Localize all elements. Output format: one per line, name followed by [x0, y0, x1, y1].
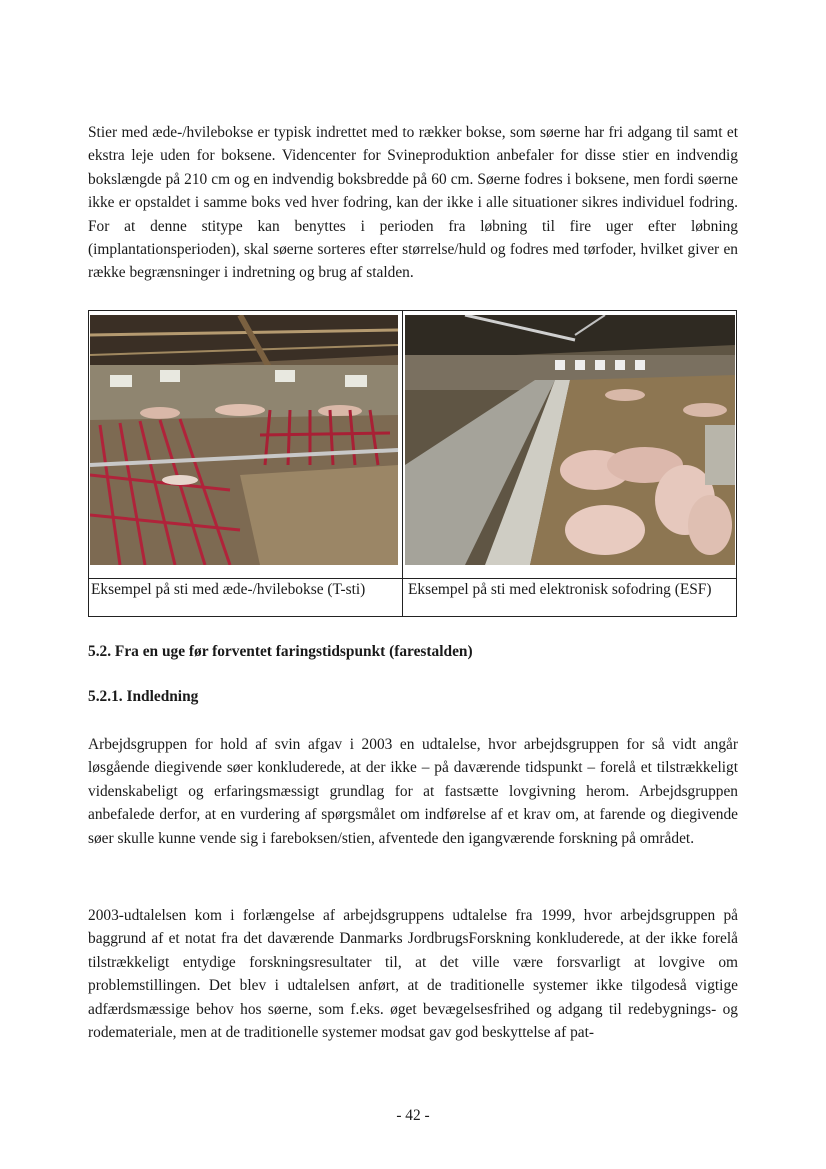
photo-t-sti-pen — [90, 315, 398, 565]
section-heading: 5.2. Fra en uge før forventet faringstidspunkt (farestalden) — [88, 643, 473, 660]
figure-divider — [402, 311, 403, 616]
intro-paragraph: Stier med æde-/hvilebokse er typisk indrettet med to rækker bokse, som søerne har fri adgang til samt et ekstra leje uden for boksene. Videncenter for Svineproduktion anbefaler for disse stier en indvendig bokslængde på 210 cm og en indvendig boksbredde på 60 cm. Søerne fodres i boksene, men fordi søerne ikke er opstaldet i samme boks ved hver fodring, kan der ikke i alle situationer sikres individuel fodring. For at denne stitype kan benyttes i perioden fra løbning til fire uger efter løbning (implantationsperioden), skal søerne sorteres efter størrelse/huld og fodres med tørfoder, hvilket giver en række begrænsninger i indretning og brug af stalden. — [88, 124, 738, 282]
subsection-heading: 5.2.1. Indledning — [88, 688, 199, 705]
page-number: - 42 - — [396, 1107, 430, 1124]
photo-esf-pen — [405, 315, 735, 565]
caption-t-sti: Eksempel på sti med æde-/hvilebokse (T-sti) — [91, 581, 366, 598]
section-paragraph-2: 2003-udtalelsen kom i forlængelse af arbejdsgruppens udtalelse fra 1999, hvor arbejdsgruppen på baggrund af et notat fra det daværende Danmarks JordbrugsForskning konkluderede, at der ikke forelå tilstrækkeligt entydige forskningsresultater til, at det ville være forsvarligt at lovgive om problemstillingen. Det blev i udtalelsen anført, at de traditionelle systemer ikke tilgodeså vigtige adfærdsmæssige behov hos søerne, som f.eks. øget bevægelsesfrihed og adgang til redebygnings- og rodemateriale, men at de traditionelle systemer modsat gav god beskyttelse af pat- — [88, 907, 738, 1042]
figure-table — [88, 310, 737, 617]
figure-caption-row — [89, 578, 736, 618]
caption-esf: Eksempel på sti med elektronisk sofodring (ESF) — [408, 581, 712, 598]
section-paragraph-1: Arbejdsgruppen for hold af svin afgav i 2003 en udtalelse, hvor arbejdsgruppen for så vidt angår løsgående diegivende søer konkluderede, at der ikke – på daværende tidspunkt – forelå et tilstrækkeligt videnskabeligt og erfaringsmæssigt grundlag for at fastsætte lovgivning herom. Arbejdsgruppen anbefalede derfor, at en vurdering af spørgsmålet om indførelse af et krav om, at farende og diegivende søer skulle kunne vende sig i fareboksen/stien, afventede den igangværende forskning på området. — [88, 736, 738, 847]
